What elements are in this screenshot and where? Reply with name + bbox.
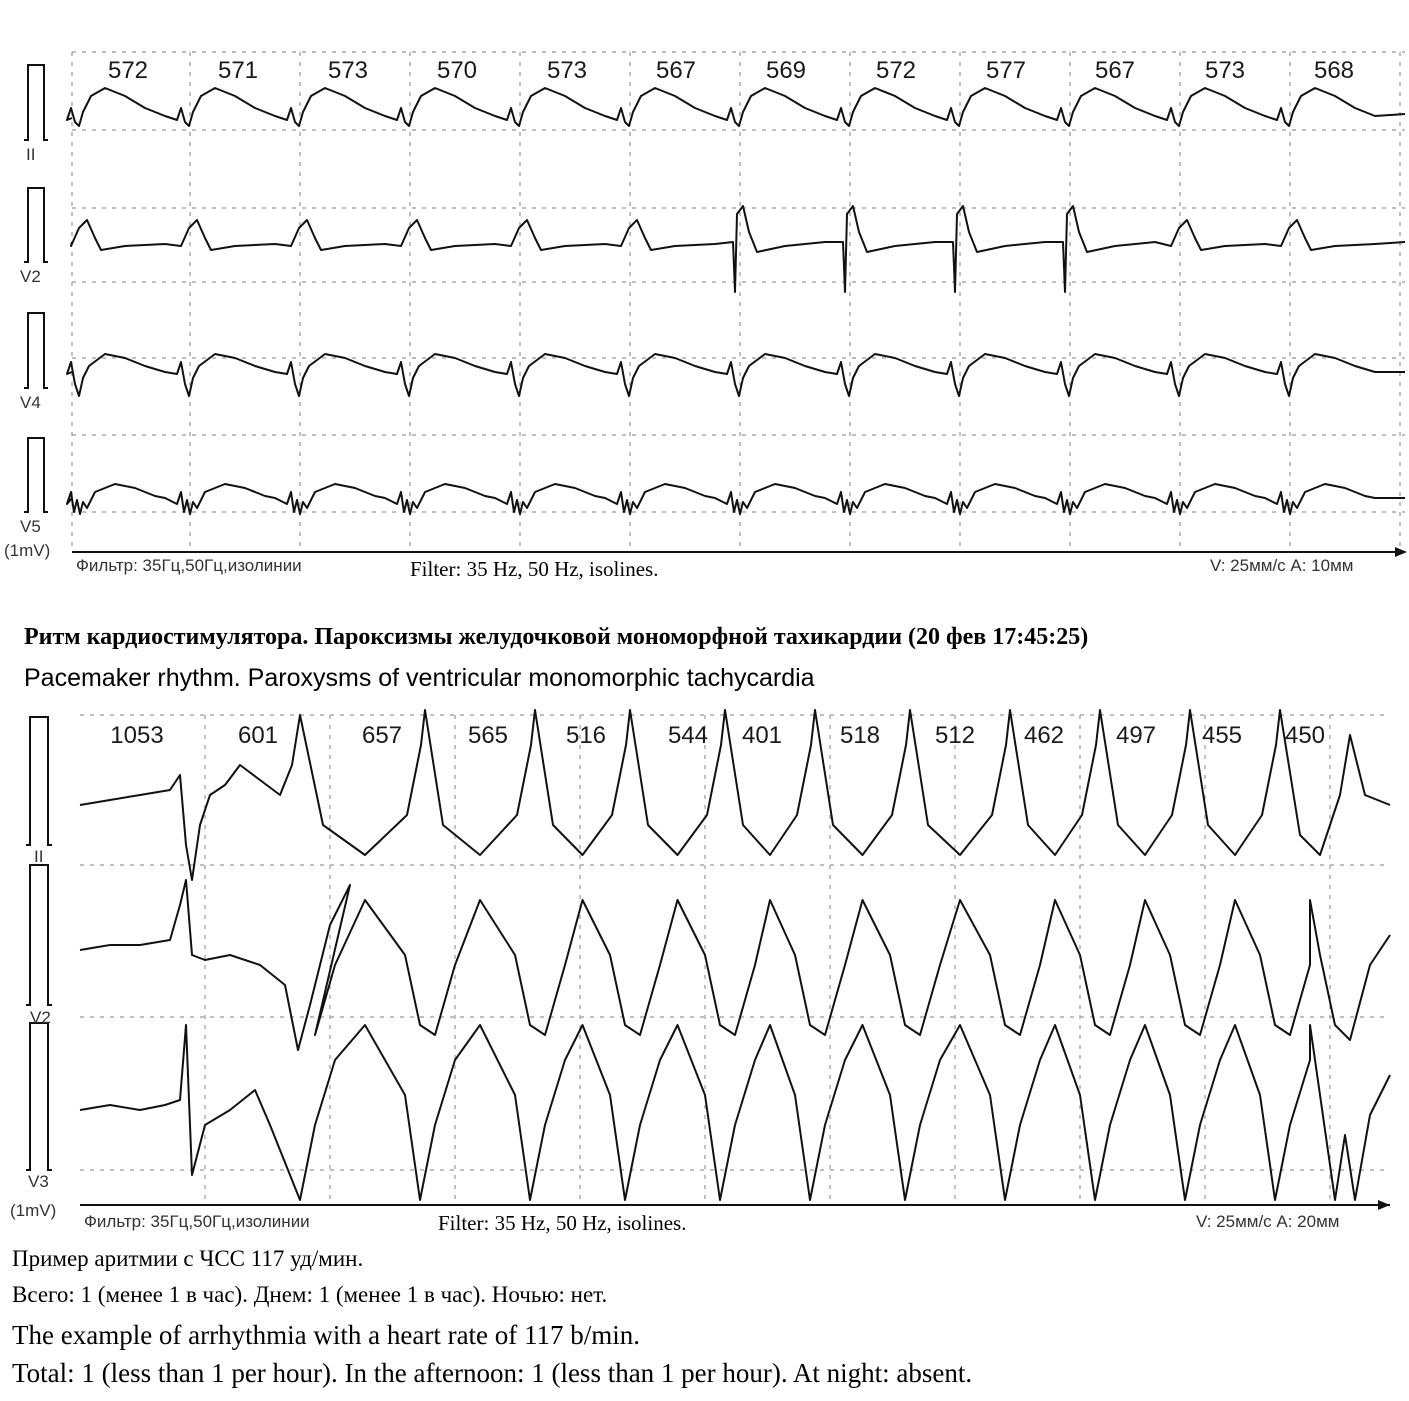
rr-interval-label: 567 (1094, 57, 1136, 84)
lead-label-v5: V5 (20, 517, 41, 536)
calibration-pulse (24, 438, 48, 512)
rr-interval-label: 567 (655, 57, 697, 84)
bottom-calibrations (26, 717, 52, 1170)
axis-arrow-icon (1378, 1200, 1390, 1210)
rr-interval-label: 601 (237, 722, 279, 749)
ecg-trace-ii (67, 88, 1405, 126)
filter-label-ru: Фильтр: 35Гц,50Гц,изолинии (84, 1212, 310, 1231)
top-grid (72, 52, 1405, 552)
filter-label-ru: Фильтр: 35Гц,50Гц,изолинии (76, 556, 302, 575)
ecg-trace-v5 (67, 484, 1405, 514)
note-en-line2: Total: 1 (less than 1 per hour). In the afternoon: 1 (less than 1 per hour). At night: absent. (12, 1358, 973, 1388)
filter-label-en: Filter: 35 Hz, 50 Hz, isolines. (438, 1211, 687, 1235)
lead-label-ii: II (34, 847, 44, 866)
bottom-traces (80, 710, 1390, 1200)
rr-interval-label: 568 (1313, 57, 1355, 84)
rr-interval-label: 565 (467, 722, 509, 749)
calibration-label: (1mV) (10, 1201, 57, 1220)
filter-label-en: Filter: 35 Hz, 50 Hz, isolines. (410, 557, 659, 581)
calibration-label: (1mV) (4, 541, 51, 560)
calibration-pulse (24, 188, 48, 262)
bottom-grid (80, 715, 1390, 1205)
rr-interval-label: 657 (361, 722, 403, 749)
rr-interval-label: 455 (1201, 722, 1243, 749)
rr-interval-label: 1053 (110, 722, 164, 749)
ecg-trace-v3 (80, 1025, 1390, 1200)
lead-label-ii: II (26, 145, 36, 164)
rr-interval-label: 573 (1204, 57, 1246, 84)
rr-interval-label: 577 (985, 57, 1027, 84)
caption-russian: Ритм кардиостимулятора. Пароксизмы желудочковой мономорфной тахикардии (20 фев 17:45:25) (24, 624, 1089, 650)
caption-english: Pacemaker rhythm. Paroxysms of ventricular monomorphic tachycardia (24, 664, 815, 692)
calibration-pulse (24, 65, 48, 140)
calibration-pulse (26, 1023, 52, 1170)
speed-label: V: 25мм/с A: 20мм (1196, 1212, 1340, 1231)
bottom-rr-labels (110, 722, 1325, 749)
rr-interval-label: 544 (667, 722, 709, 749)
rr-interval-label: 462 (1023, 722, 1065, 749)
ecg-trace-v2 (71, 206, 1405, 292)
top-rr-labels (108, 57, 1354, 84)
top-calibrations (24, 65, 48, 512)
calibration-pulse (26, 717, 52, 845)
rr-interval-label: 573 (327, 57, 369, 84)
note-en-line1: The example of arrhythmia with a heart rate of 117 b/min. (12, 1320, 641, 1350)
axis-arrow-icon (1395, 547, 1407, 557)
ecg-trace-v4 (67, 354, 1405, 396)
lead-label-v2: V2 (30, 1008, 51, 1027)
rr-interval-label: 569 (765, 57, 807, 84)
rr-interval-label: 497 (1115, 722, 1157, 749)
rr-interval-label: 450 (1284, 722, 1326, 749)
rr-interval-label: 572 (107, 57, 149, 84)
note-ru-line2: Всего: 1 (менее 1 в час). Днем: 1 (менее 1 в час). Ночью: нет. (12, 1282, 608, 1307)
rr-interval-label: 401 (741, 722, 783, 749)
ecg-trace-v2 (80, 880, 1390, 1050)
lead-label-v2: V2 (20, 267, 41, 286)
calibration-pulse (24, 313, 48, 388)
bottom-ecg-panel (0, 705, 1409, 1235)
top-traces (67, 88, 1405, 514)
lead-label-v3: V3 (28, 1172, 49, 1191)
lead-label-v4: V4 (20, 393, 41, 412)
rr-interval-label: 512 (934, 722, 976, 749)
rr-interval-label: 516 (565, 722, 607, 749)
top-ecg-panel (0, 0, 1409, 590)
rr-interval-label: 518 (839, 722, 881, 749)
rr-interval-label: 571 (217, 57, 259, 84)
rr-interval-label: 570 (436, 57, 478, 84)
rr-interval-label: 572 (875, 57, 917, 84)
rr-interval-label: 573 (546, 57, 588, 84)
speed-label: V: 25мм/с A: 10мм (1210, 556, 1354, 575)
calibration-pulse (26, 865, 52, 1005)
note-ru-line1: Пример аритмии с ЧСС 117 уд/мин. (12, 1246, 364, 1271)
